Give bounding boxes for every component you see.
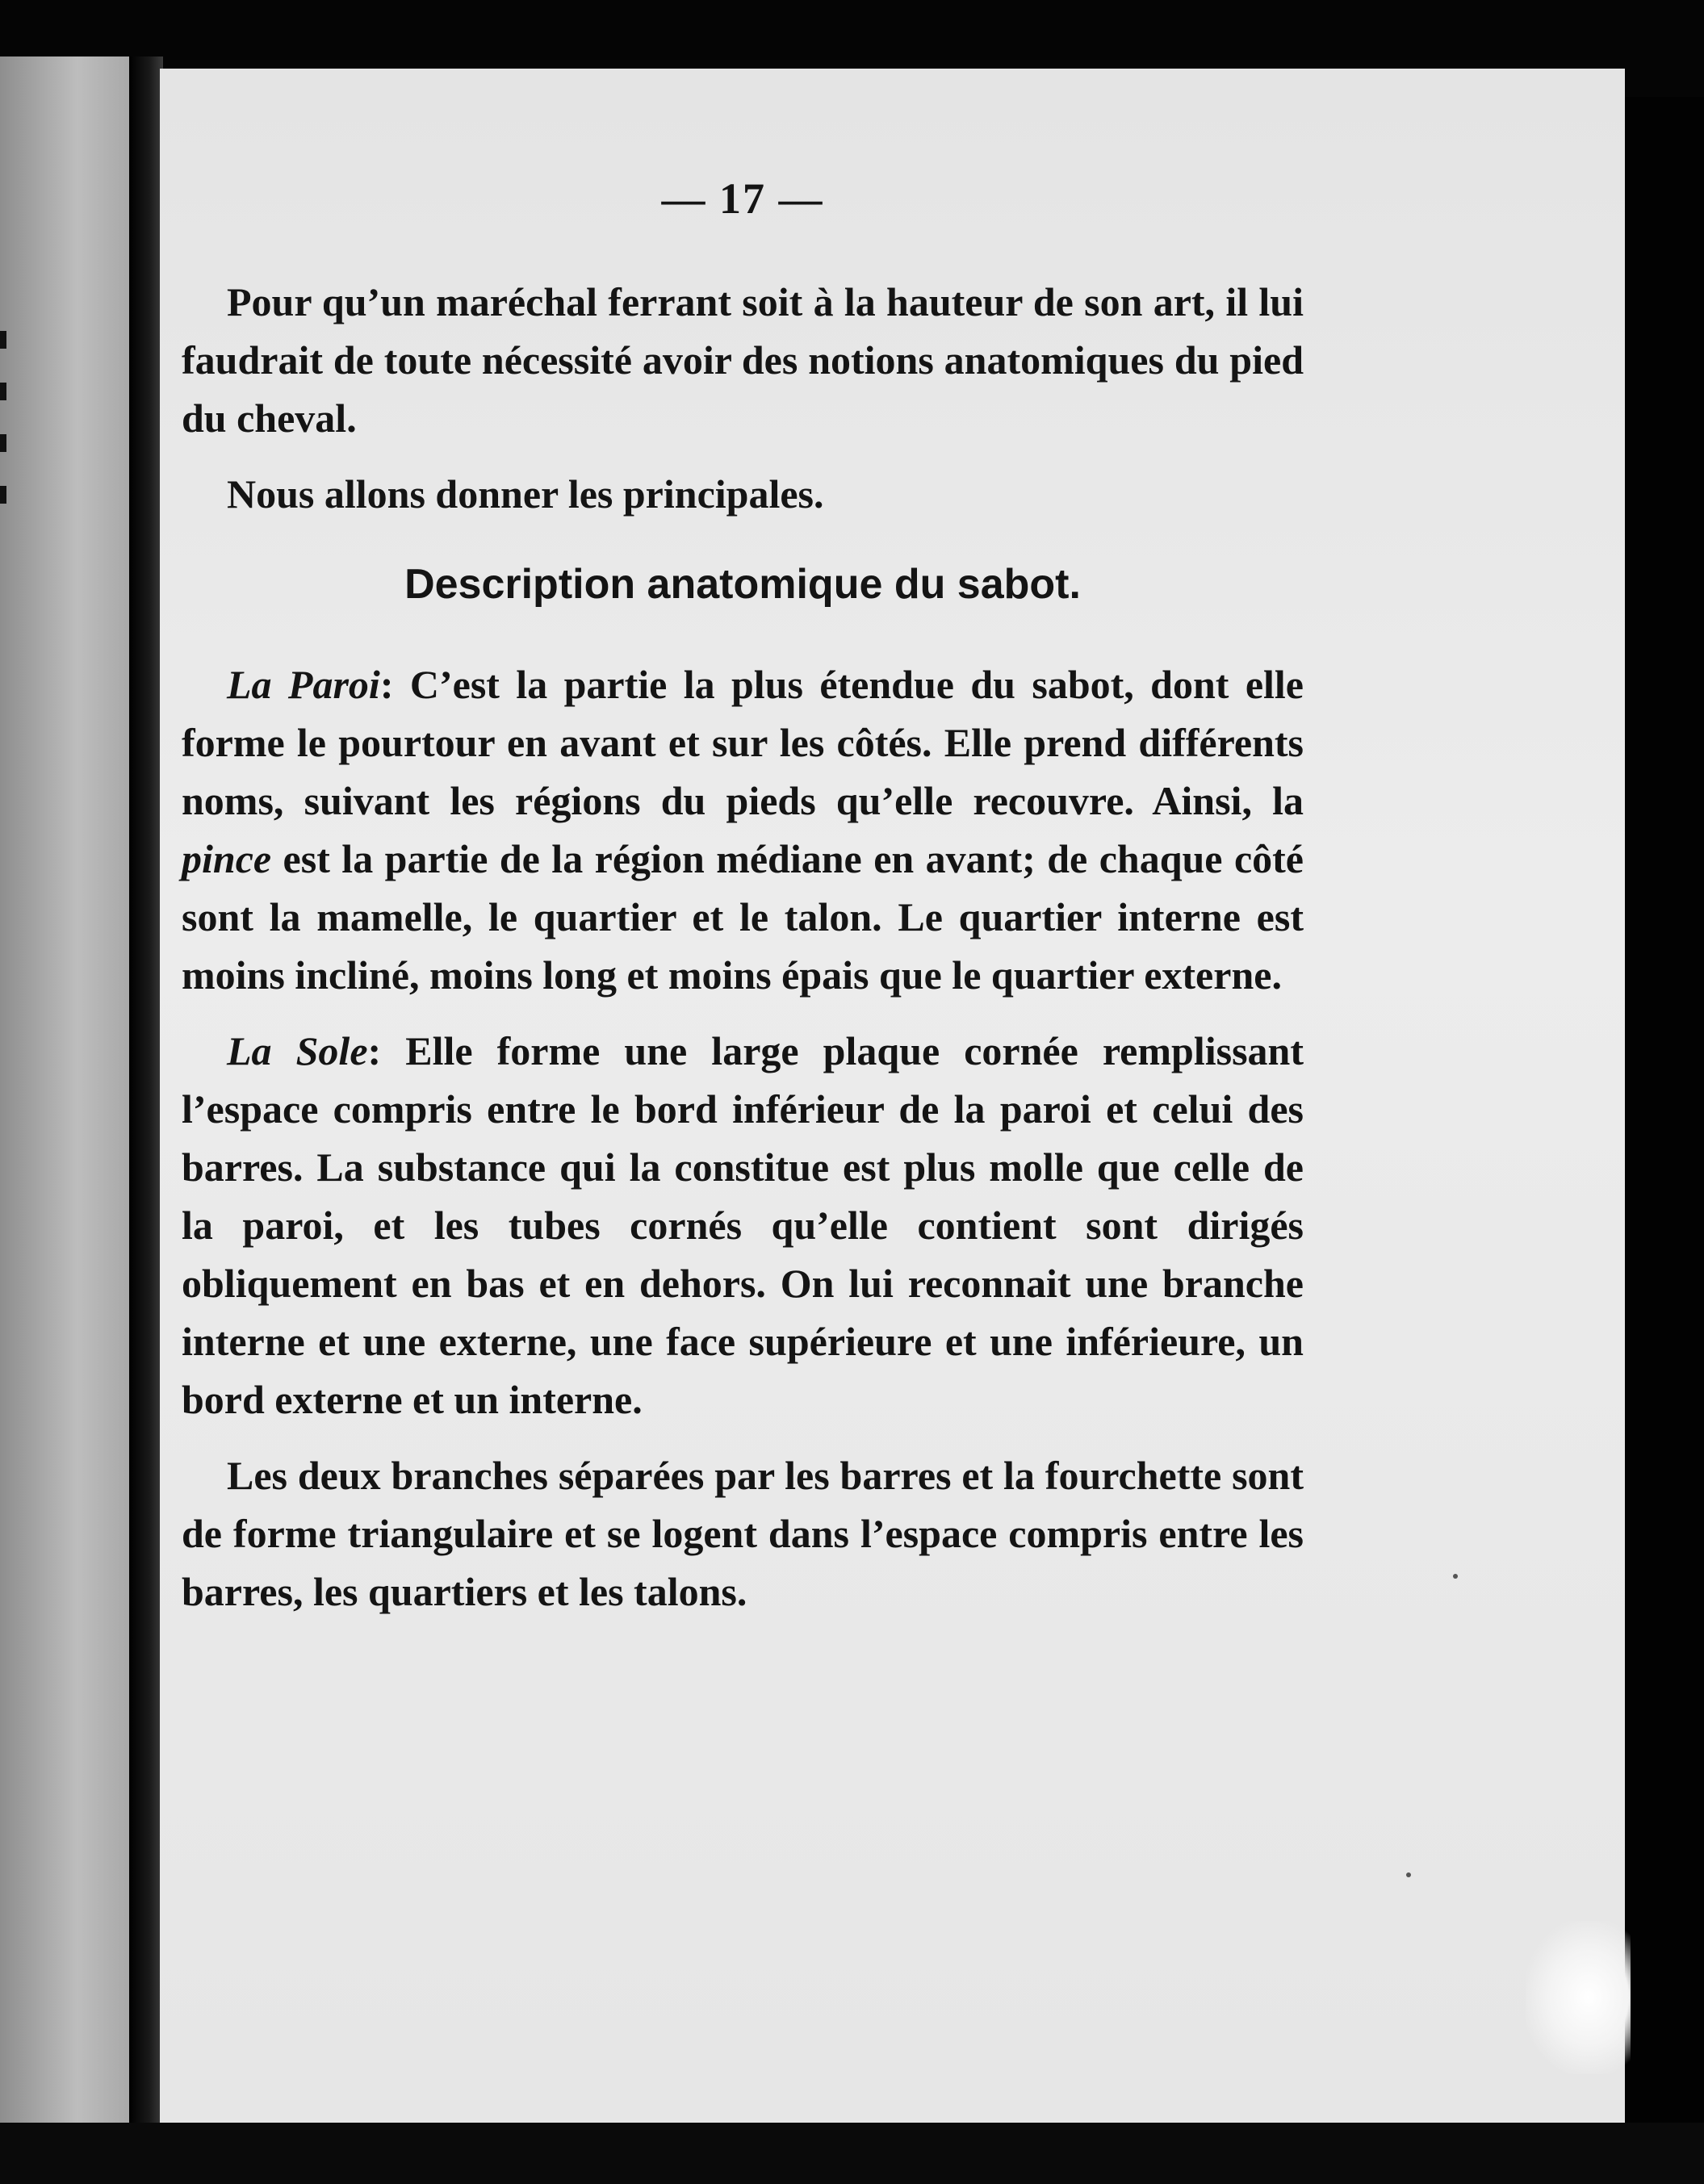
paper-smudge	[1526, 1921, 1631, 2074]
paroi-text-2: est la partie de la région médiane en avant; de chaque côté sont la mamelle, le quartier et le talon. Le quartier interne est moins incliné, moins long et moins épais que le quartier externe.	[182, 836, 1304, 998]
paper-speck	[1453, 1574, 1458, 1579]
page-text	[182, 169, 1304, 1638]
bottom-border	[0, 2123, 1704, 2184]
paroi-term: La Paroi	[227, 662, 380, 707]
section-heading: Description anatomique du sabot.	[404, 561, 1081, 608]
book-gutter	[129, 56, 163, 2123]
intro-paragraph: Pour qu’un maréchal ferrant soit à la hauteur de son art, il lui faudrait de toute nécessité avoir des notions anatomiques du pied du cheval.	[182, 279, 1304, 441]
sole-paragraph	[182, 1022, 1304, 1429]
intro-paragraph-2: Nous allons donner les principales.	[227, 471, 824, 517]
paper-speck	[1406, 1872, 1411, 1877]
page-number: — 17 —	[661, 174, 824, 223]
branches-paragraph: Les deux branches séparées par les barres et la fourchette sont de forme triangulaire et se logent dans l’espace compris entre les barres, les quartiers et les talons.	[182, 1453, 1304, 1614]
paroi-text-1: : C’est la partie la plus étendue du sabot, dont elle forme le pourtour en avant et sur les côtés. Elle prend différents noms, suivant les régions du pieds qu’elle recouvre. Ainsi, la	[182, 662, 1304, 823]
right-border	[1625, 97, 1704, 2163]
sole-text: : Elle forme une large plaque cornée remplissant l’espace compris entre le bord inférieur de la paroi et celui des barres. La substance qui la constitue est plus molle que celle de la paroi, et les tubes cornés qu’elle contient sont dirigés obliquement en bas et en dehors. On lui reconnait une branche interne et une externe, une face supérieure et une inférieure, un bord externe et un interne.	[182, 1028, 1304, 1422]
pince-term: pince	[182, 836, 272, 881]
paroi-paragraph	[182, 655, 1304, 1004]
facing-page-marks	[0, 331, 10, 538]
facing-page-edge	[0, 56, 129, 2123]
sole-term: La Sole	[227, 1028, 368, 1073]
